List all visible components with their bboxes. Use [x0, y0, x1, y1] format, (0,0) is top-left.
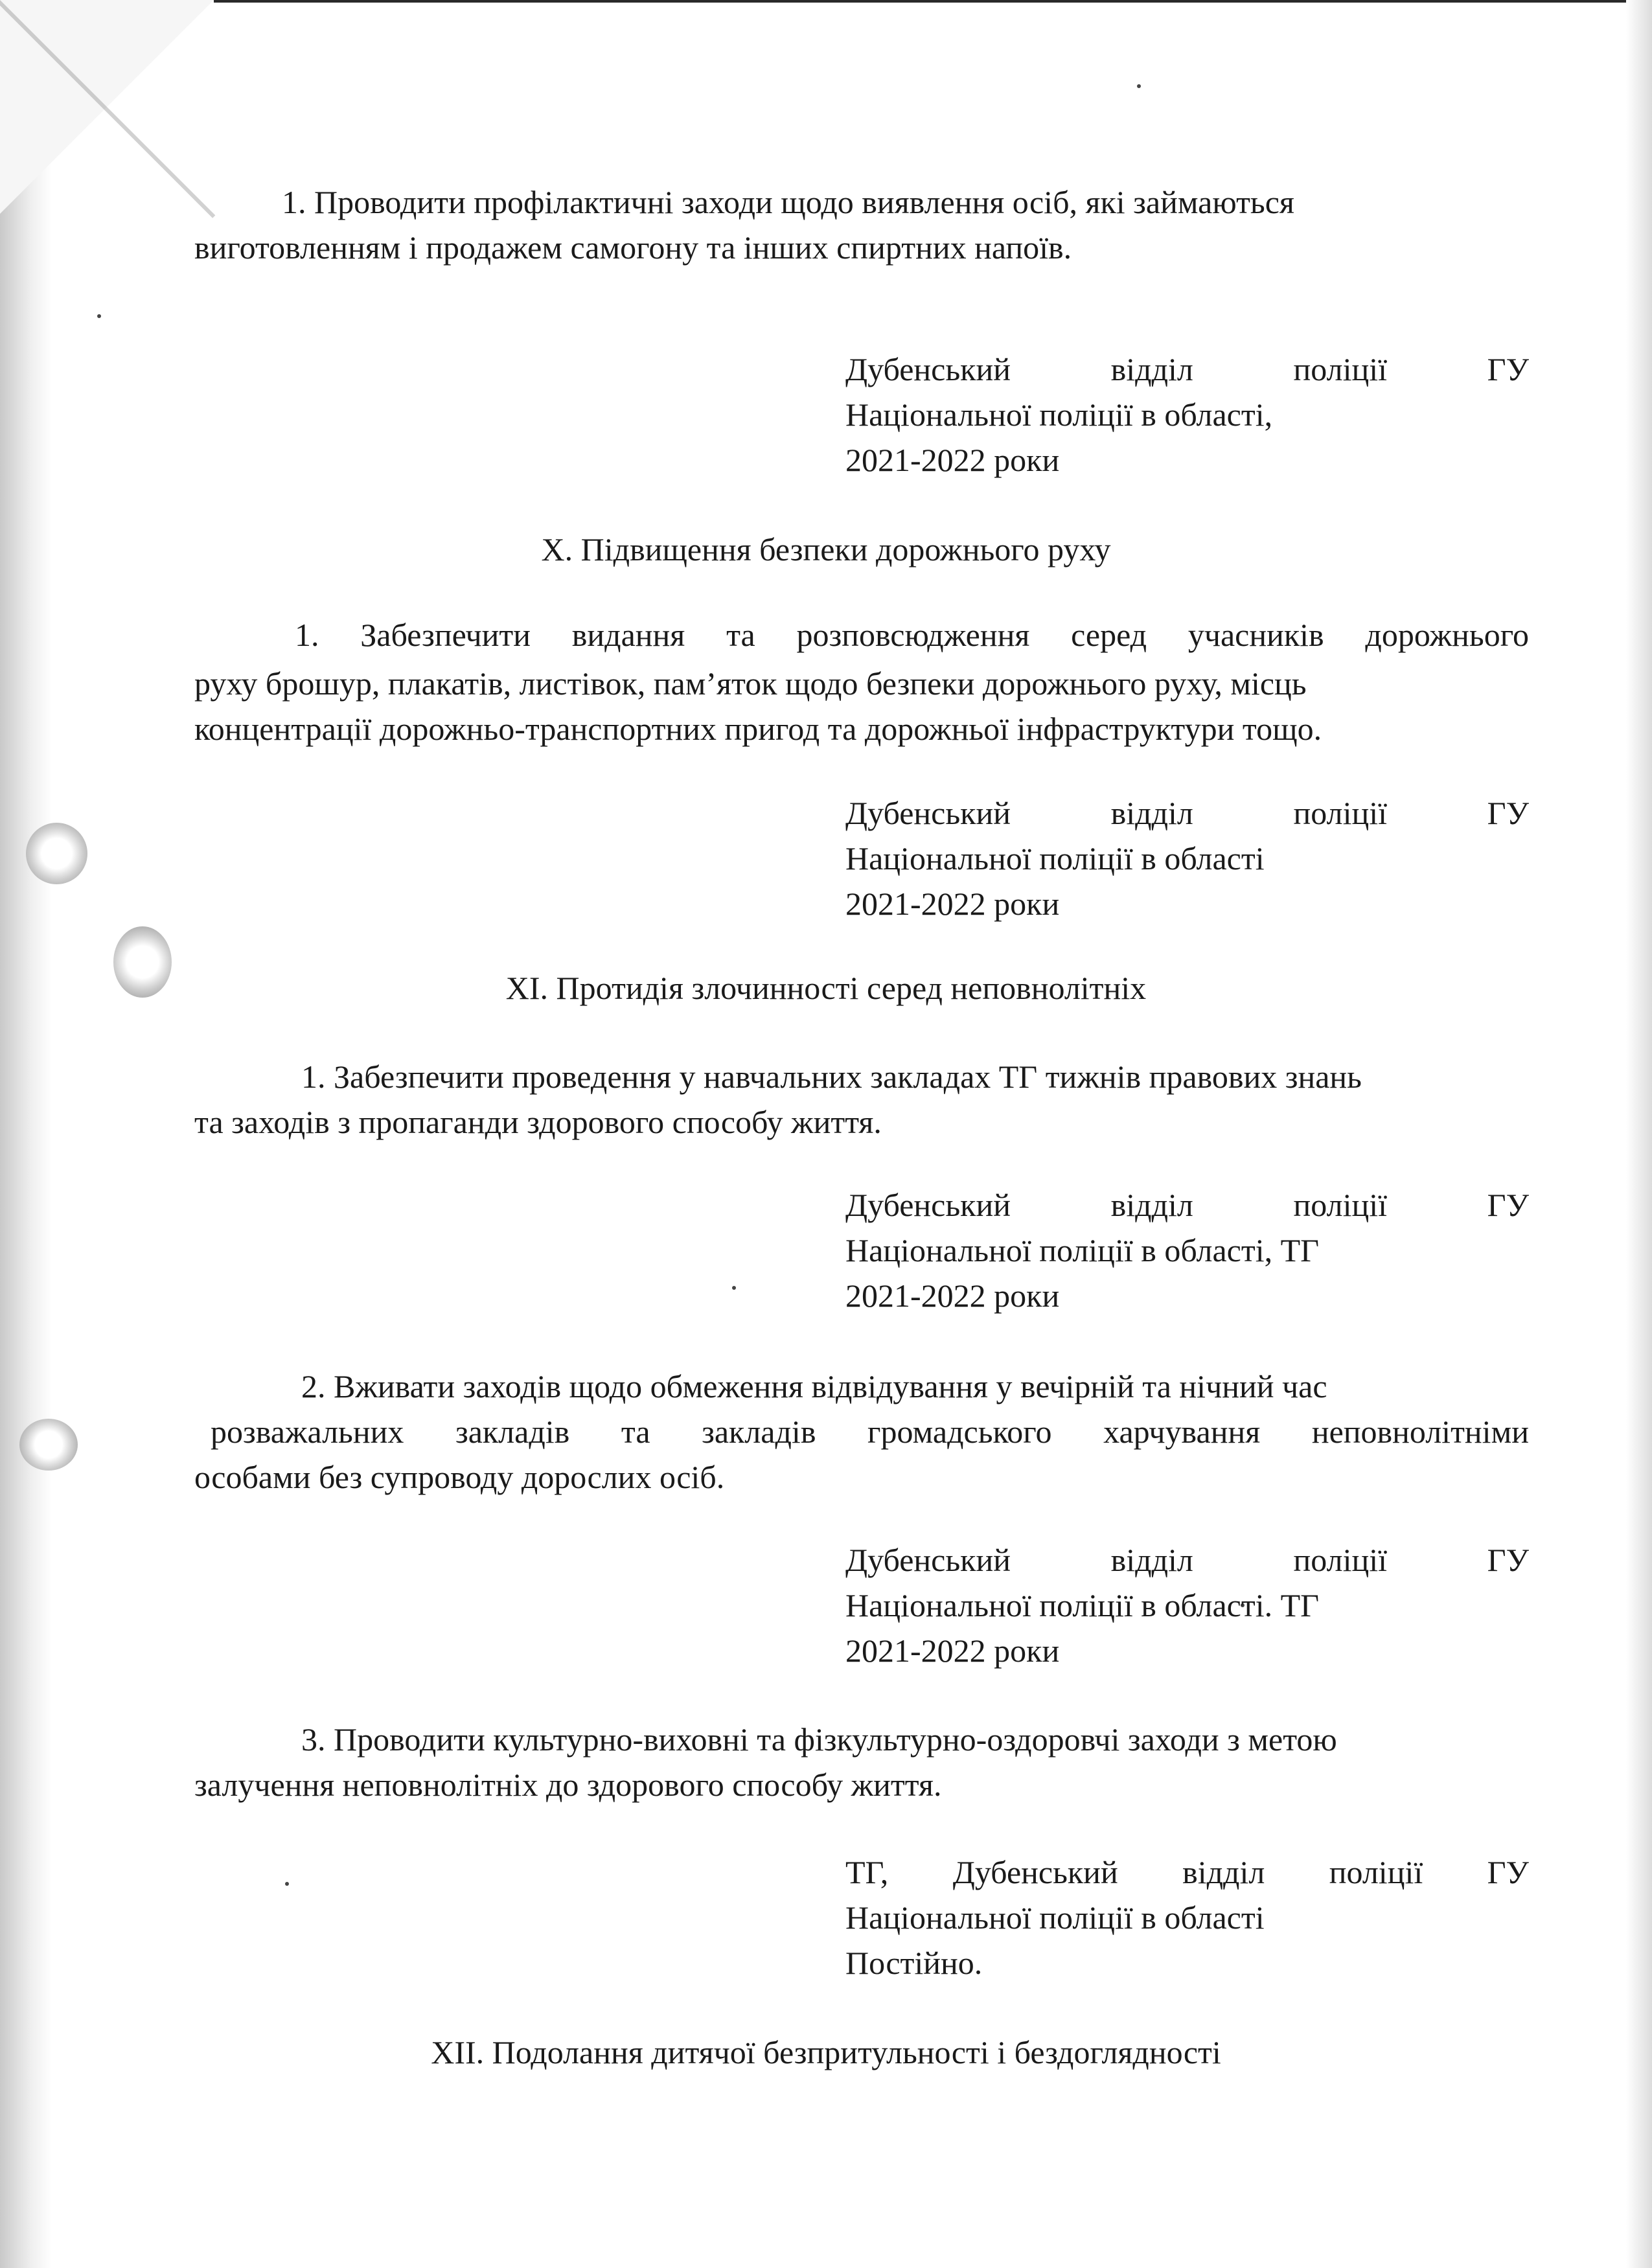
paragraph-line: 3. Проводити культурно-виховні та фізкультурно-оздоровчі заходи з метою — [301, 1721, 1337, 1758]
scan-speck — [1137, 84, 1141, 88]
section-heading: XI. Протидія злочинності серед неповнолітніх — [505, 970, 1147, 1006]
scan-shadow-left — [0, 0, 52, 2268]
paragraph-line: розважальних закладів та закладів громадського харчування неповнолітніми — [211, 1414, 1529, 1450]
term-line: Постійно. — [845, 1945, 983, 1981]
paragraph-line: виготовленням і продажем самогону та інших спиртних напоїв. — [194, 229, 1072, 266]
responsible-line: Національної поліції в області, ТГ — [845, 1232, 1320, 1268]
punch-hole — [26, 823, 87, 884]
paragraph-line: залучення неповнолітніх до здорового способу життя. — [194, 1767, 942, 1803]
paragraph-line: 2. Вживати заходів щодо обмеження відвідування у вечірній та нічний час — [301, 1368, 1327, 1404]
paragraph-line: 1. Забезпечити проведення у навчальних закладах ТГ тижнів правових знань — [301, 1059, 1362, 1095]
paragraph-line: особами без супроводу дорослих осіб. — [194, 1459, 725, 1495]
responsible-line: Національної поліції в області — [845, 1899, 1265, 1936]
paragraph-line: та заходів з пропаганди здорового способу життя. — [194, 1104, 882, 1140]
punch-hole — [19, 1419, 78, 1471]
term-line: 2021-2022 роки — [845, 1277, 1060, 1314]
paragraph-line: 1. Проводити профілактичні заходи щодо виявлення осіб, які займаються — [282, 184, 1294, 220]
paragraph-line: концентрації дорожньо-транспортних пригод та дорожньої інфраструктури тощо. — [194, 711, 1322, 747]
responsible-line: ТГ, Дубенський відділ поліції ГУ — [845, 1854, 1529, 1890]
responsible-line: Національної поліції в області. ТГ — [845, 1587, 1320, 1623]
section-heading: XII. Подолання дитячої безпритульності і бездоглядності — [431, 2034, 1221, 2070]
scan-speck — [732, 1286, 736, 1290]
term-line: 2021-2022 роки — [845, 442, 1060, 478]
scan-shadow-right — [1626, 0, 1652, 2268]
term-line: 2021-2022 роки — [845, 1632, 1060, 1669]
section-heading: X. Підвищення безпеки дорожнього руху — [541, 531, 1111, 567]
term-line: 2021-2022 роки — [845, 886, 1060, 922]
responsible-line: Дубенський відділ поліції ГУ — [845, 351, 1529, 387]
responsible-line: Дубенський відділ поліції ГУ — [845, 795, 1529, 831]
scan-speck — [97, 314, 101, 318]
paragraph-line: 1. Забезпечити видання та розповсюдження серед учасників дорожнього — [295, 617, 1529, 653]
scan-speck — [285, 1882, 289, 1886]
responsible-line: Дубенський відділ поліції ГУ — [845, 1542, 1529, 1578]
page-top-edge — [214, 0, 1626, 3]
responsible-line: Дубенський відділ поліції ГУ — [845, 1187, 1529, 1223]
responsible-line: Національної поліції в області — [845, 840, 1265, 876]
paragraph-line: руху брошур, плакатів, листівок, пам’яток щодо безпеки дорожнього руху, місць — [194, 665, 1307, 702]
responsible-line: Національної поліції в області, — [845, 396, 1273, 433]
